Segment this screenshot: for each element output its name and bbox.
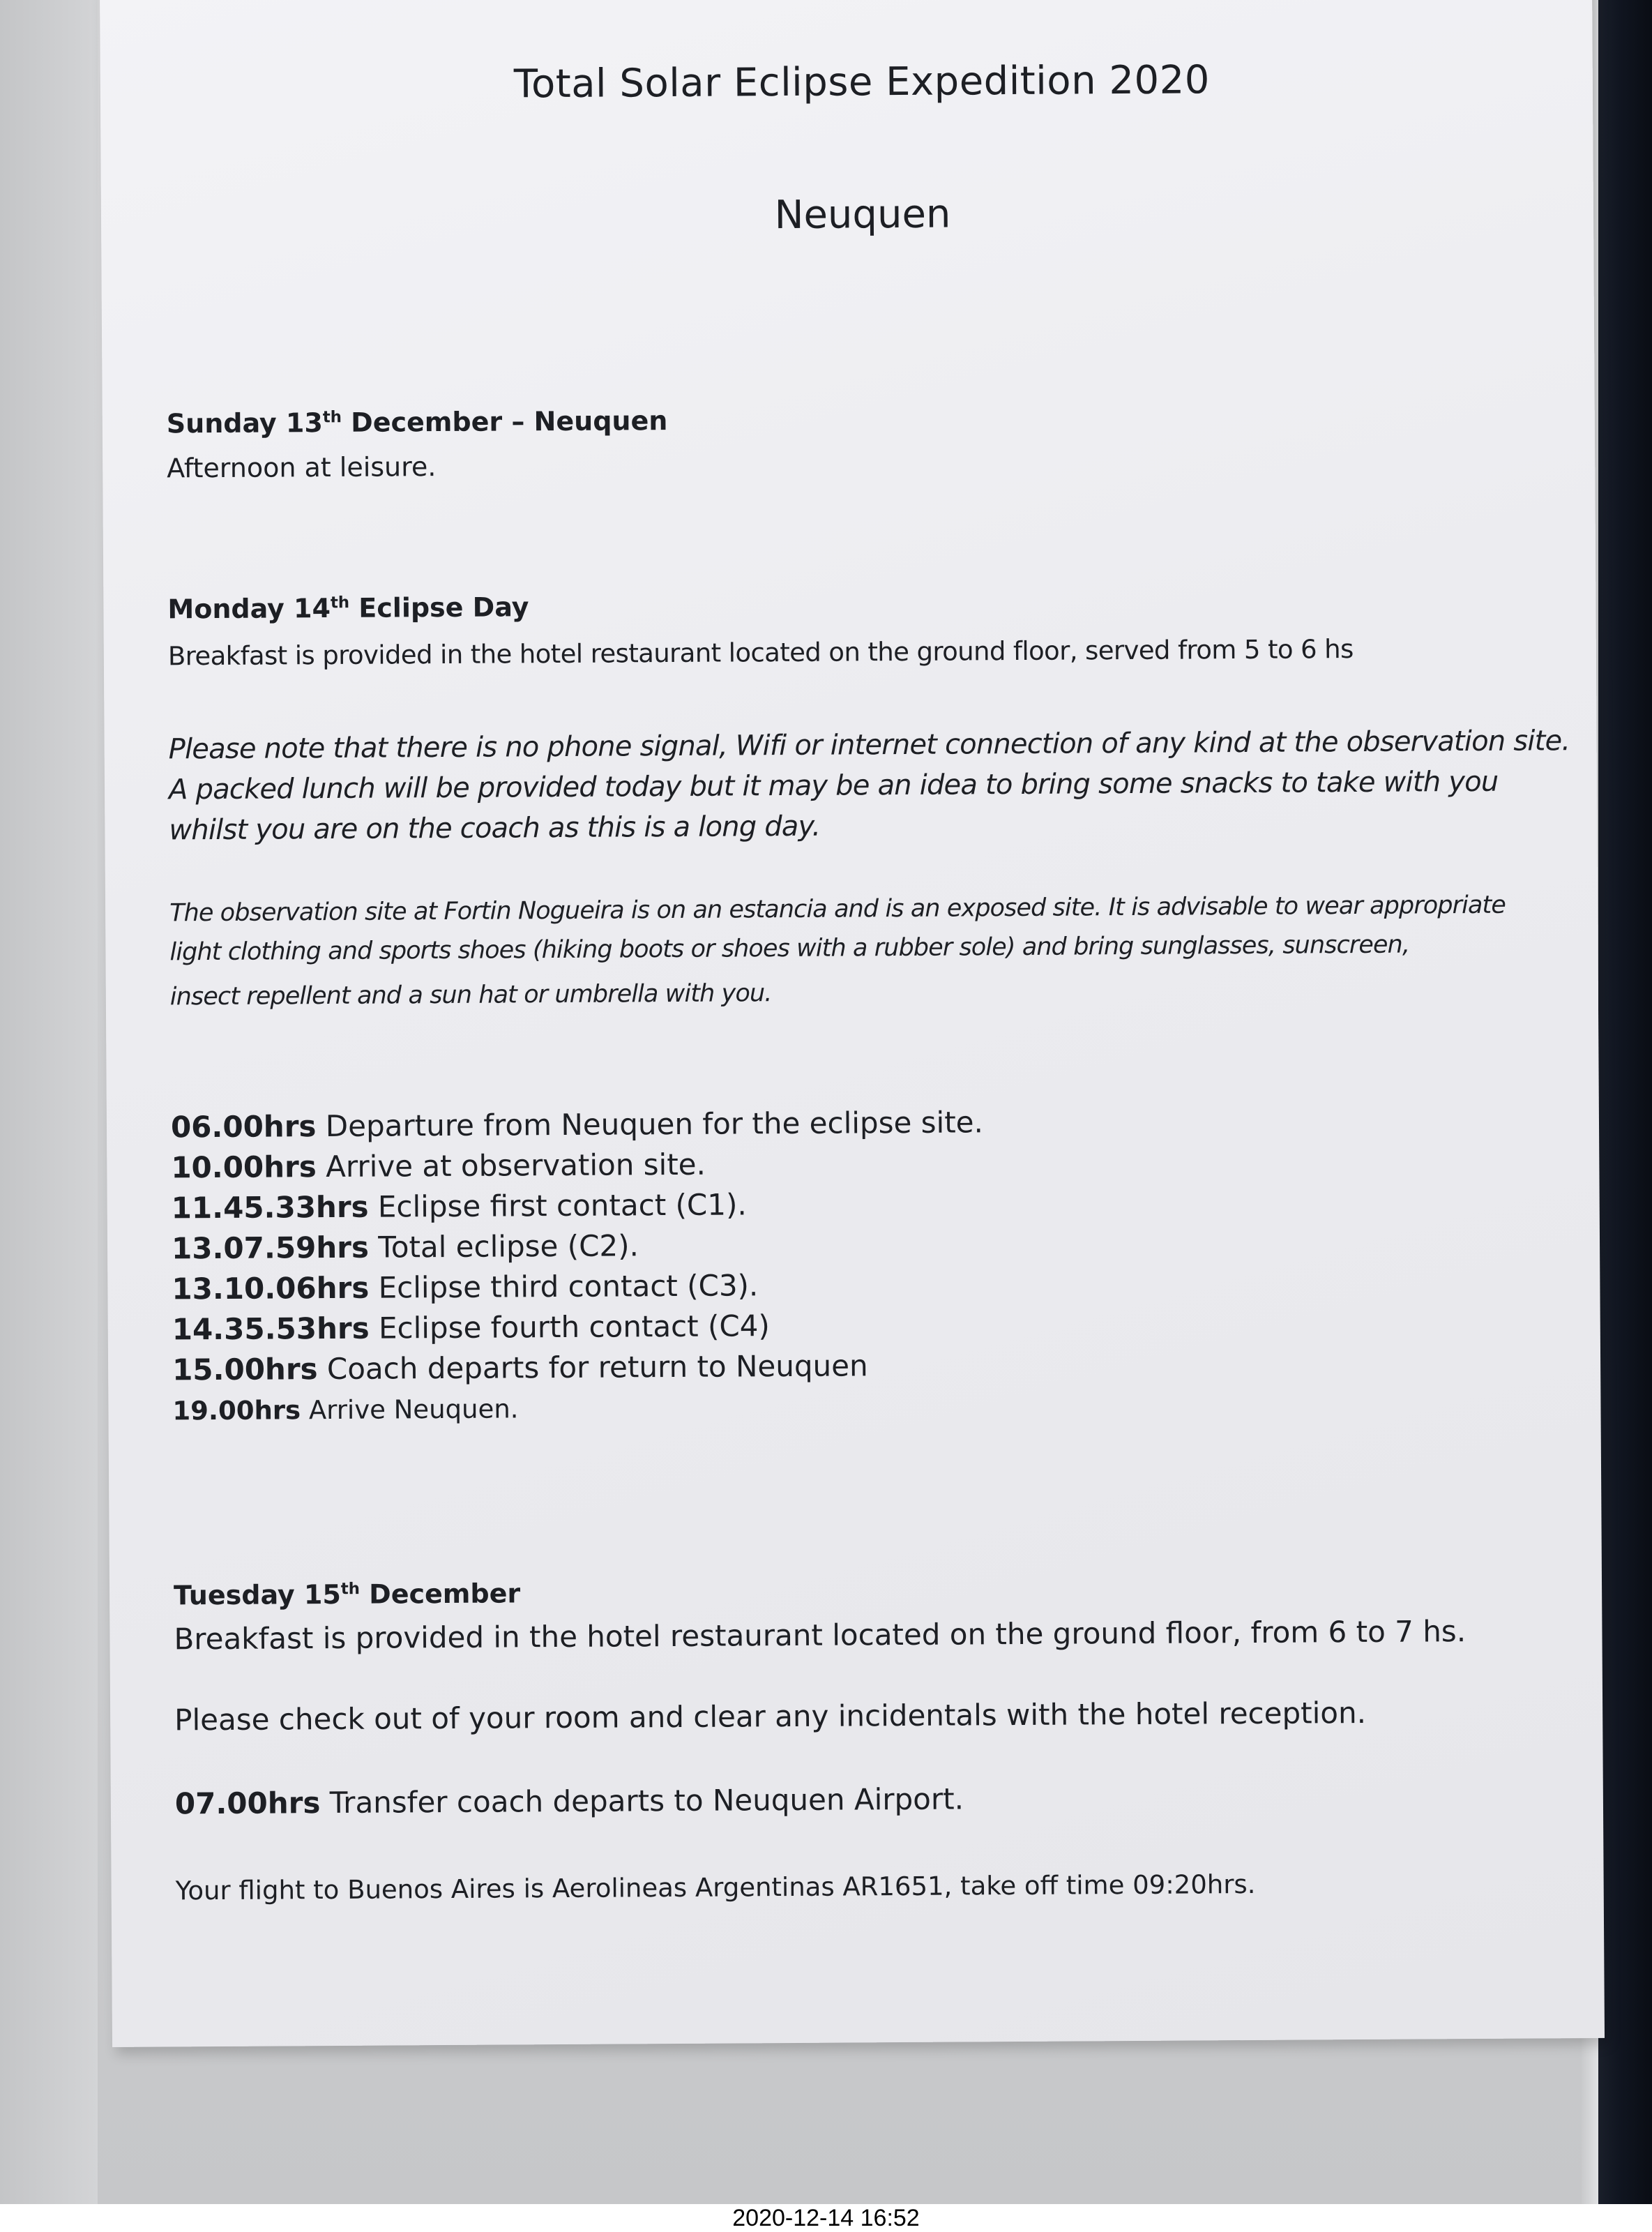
schedule-time: 19.00hrs xyxy=(172,1395,301,1426)
wall xyxy=(0,0,98,2204)
schedule-time: 10.00hrs xyxy=(171,1149,317,1185)
schedule-time: 06.00hrs xyxy=(170,1109,317,1145)
schedule-event: Departure from Neuquen for the eclipse site. xyxy=(316,1105,984,1144)
schedule-event: Arrive at observation site. xyxy=(316,1147,706,1184)
schedule-time: 14.35.53hrs xyxy=(172,1311,370,1347)
monday-site-line: light clothing and sports shoes (hiking boots or shoes with a rubber sole) and bring sunglasses, sunscreen, xyxy=(169,930,1410,967)
sunday-heading: Sunday 13th December – Neuquen xyxy=(166,405,668,439)
schedule-item xyxy=(172,1268,758,1306)
tuesday-transfer xyxy=(175,1781,964,1820)
door-frame xyxy=(1598,0,1652,2204)
monday-site-line: insect repellent and a sun hat or umbrella with you. xyxy=(169,979,772,1011)
schedule-item xyxy=(172,1228,639,1265)
tuesday-breakfast: Breakfast is provided in the hotel restaurant located on the ground floor, from 6 to 7 hs. xyxy=(174,1614,1467,1657)
photo-timestamp: 2020-12-14 16:52 xyxy=(0,2204,1652,2232)
monday-note-line: Please note that there is no phone signal, Wifi or internet connection of any kind at the observation site. xyxy=(168,725,1570,766)
monday-note-line: whilst you are on the coach as this is a long day. xyxy=(169,810,821,847)
schedule-event: Eclipse fourth contact (C4) xyxy=(369,1309,770,1345)
tuesday-checkout: Please check out of your room and clear any incidentals with the hotel reception. xyxy=(174,1695,1367,1737)
notice-sheet xyxy=(100,0,1605,2047)
schedule-item xyxy=(172,1187,747,1225)
schedule-time: 13.07.59hrs xyxy=(171,1230,370,1266)
schedule-item xyxy=(172,1394,518,1426)
tuesday-heading: Tuesday 15th December xyxy=(173,1578,521,1611)
document-subtitle: Neuquen xyxy=(774,191,951,239)
sunday-text: Afternoon at leisure. xyxy=(167,451,437,484)
schedule-item xyxy=(171,1105,983,1144)
schedule-event: Arrive Neuquen. xyxy=(301,1394,519,1426)
transfer-time: 07.00hrs xyxy=(174,1786,321,1821)
document-title: Total Solar Eclipse Expedition 2020 xyxy=(513,57,1211,107)
schedule-item xyxy=(171,1147,706,1185)
tuesday-flight: Your flight to Buenos Aires is Aerolineas Argentinas AR1651, take off time 09:20hrs. xyxy=(175,1869,1256,1906)
transfer-text: Transfer coach departs to Neuquen Airport. xyxy=(320,1781,964,1820)
schedule-time: 11.45.33hrs xyxy=(171,1189,369,1226)
schedule-event: Eclipse third contact (C3). xyxy=(369,1268,759,1305)
monday-breakfast: Breakfast is provided in the hotel restaurant located on the ground floor, served from 5 to 6 hs xyxy=(167,634,1354,672)
schedule-event: Coach departs for return to Neuquen xyxy=(317,1348,868,1387)
schedule-item xyxy=(172,1348,868,1387)
monday-site-line: The observation site at Fortin Nogueira is on an estancia and is an exposed site. It is advisable to wear appropriate xyxy=(169,891,1506,928)
schedule-event: Eclipse first contact (C1). xyxy=(368,1187,747,1224)
schedule-item xyxy=(172,1309,770,1346)
schedule-event: Total eclipse (C2). xyxy=(368,1228,639,1265)
monday-heading: Monday 14th Eclipse Day xyxy=(167,591,529,625)
schedule-time: 15.00hrs xyxy=(172,1352,318,1387)
monday-note-line: A packed lunch will be provided today but it may be an idea to bring some snacks to take with you xyxy=(168,765,1499,806)
schedule-time: 13.10.06hrs xyxy=(172,1270,370,1306)
